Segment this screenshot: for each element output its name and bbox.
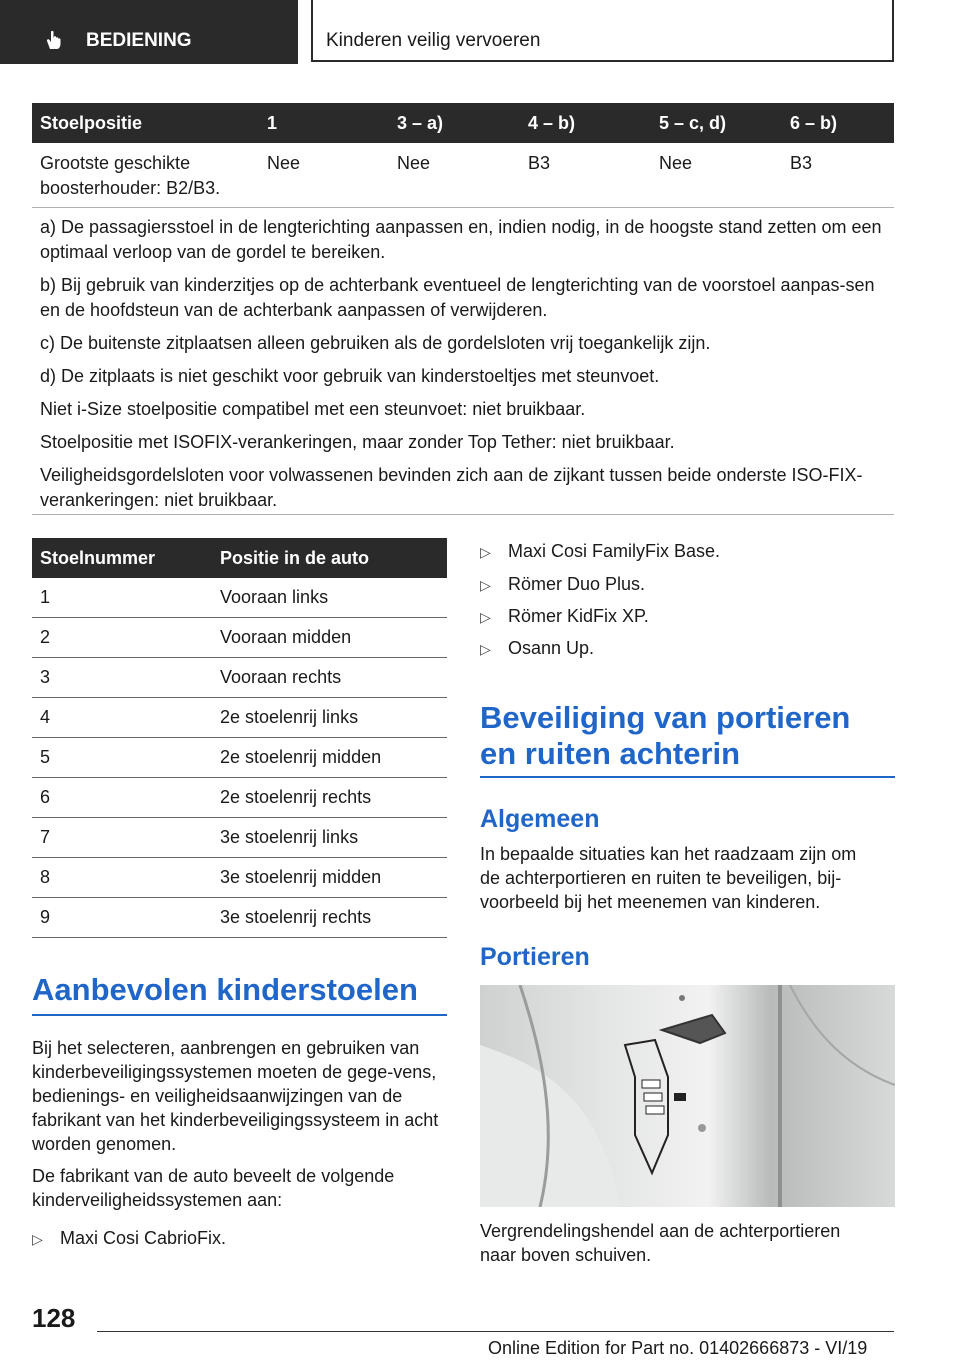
table-notes <box>40 215 892 521</box>
table-header-row <box>32 538 447 578</box>
column-header: Positie in de auto <box>212 538 447 578</box>
table-row <box>32 818 447 858</box>
divider <box>32 514 894 515</box>
column-header: Stoelpositie <box>32 103 259 143</box>
list-item-text: Maxi Cosi FamilyFix Base. <box>508 541 721 561</box>
table-cell: Vooraan links <box>212 578 447 618</box>
list-item-text: Römer KidFix XP. <box>508 606 649 626</box>
table-header-row <box>32 103 894 143</box>
table-cell: Nee <box>659 153 693 173</box>
subheading: Algemeen <box>480 805 600 833</box>
table-row <box>32 778 447 818</box>
table-cell: 3e stoelenrij rechts <box>212 898 447 938</box>
table-row <box>32 143 894 201</box>
triangle-bullet-icon: ▷ <box>480 577 491 593</box>
table-cell: 2e stoelenrij midden <box>212 738 447 778</box>
seat-number-table <box>32 538 447 938</box>
triangle-bullet-icon: ▷ <box>32 1231 43 1247</box>
list-item-text: Römer Duo Plus. <box>508 574 646 594</box>
list-item <box>32 1228 226 1249</box>
table-cell: 7 <box>32 818 212 858</box>
table-cell: 8 <box>32 858 212 898</box>
heading-underline <box>480 776 895 778</box>
hand-pointer-icon <box>44 29 66 51</box>
seat-position-table <box>32 103 894 201</box>
section-heading <box>480 700 850 772</box>
table-cell: Vooraan midden <box>212 618 447 658</box>
section-heading: Aanbevolen kinderstoelen <box>32 972 418 1007</box>
list-item <box>480 541 720 562</box>
section-label: BEDIENING <box>86 30 192 51</box>
table-cell: 3 <box>32 658 212 698</box>
table-cell: 1 <box>32 578 212 618</box>
footer-edition: Online Edition for Part no. 01402666873 - VI/19 <box>488 1338 868 1358</box>
column-header: 6 – b) <box>782 103 894 143</box>
column-header: 3 – a) <box>389 103 520 143</box>
table-row <box>32 898 447 938</box>
table-cell: 9 <box>32 898 212 938</box>
table-cell: 5 <box>32 738 212 778</box>
column-header: Stoelnummer <box>32 538 212 578</box>
table-cell: 6 <box>32 778 212 818</box>
table-cell: Vooraan rechts <box>212 658 447 698</box>
table-cell: Grootste geschikte boosterhouder: B2/B3. <box>40 153 221 198</box>
column-header: 1 <box>259 103 389 143</box>
triangle-bullet-icon: ▷ <box>480 609 491 625</box>
table-row <box>32 658 447 698</box>
page-title: Kinderen veilig vervoeren <box>326 30 541 51</box>
door-lever-drawing <box>480 985 895 1207</box>
page-number: 128 <box>32 1303 76 1333</box>
table-cell: 2 <box>32 618 212 658</box>
list-item-text: Maxi Cosi CabrioFix. <box>60 1228 227 1248</box>
table-cell: 3e stoelenrij links <box>212 818 447 858</box>
table-cell: B3 <box>790 153 813 173</box>
table-cell: 4 <box>32 698 212 738</box>
heading-line: en ruiten achterin <box>480 736 741 771</box>
table-row <box>32 738 447 778</box>
note: c) De buitenste zitplaatsen alleen gebruiken als de gordelsloten vrij toegankelijk zijn. <box>40 333 711 353</box>
note: Veiligheidsgordelsloten voor volwassenen bevinden zich aan de zijkant tussen beide onderste ISO-FIX-verankeringen: niet bruikbaar. <box>40 465 863 510</box>
paragraph: Bij het selecteren, aanbrengen en gebruiken van kinderbeveiligingssystemen moeten de gege-vens, bedienings- en veiligheidsaanwijzingen van de fabrikant van het kinderbeveiligingssysteem in acht worden genomen. <box>32 1038 439 1154</box>
table-cell: 2e stoelenrij rechts <box>212 778 447 818</box>
list-item <box>480 574 645 595</box>
paragraph: In bepaalde situaties kan het raadzaam zijn om de achterportieren en ruiten te beveiligen, bij-voorbeeld bij het meenemen van kinderen. <box>480 844 857 912</box>
table-row <box>32 578 447 618</box>
table-cell: Nee <box>267 153 301 173</box>
list-item-text: Osann Up. <box>508 638 595 658</box>
triangle-bullet-icon: ▷ <box>480 641 491 657</box>
table-row <box>32 618 447 658</box>
subheading: Portieren <box>480 943 590 971</box>
note: a) De passagiersstoel in de lengterichting aanpassen en, indien nodig, in de hoogste stand zetten om een optimaal verloop van de gordel te bereiken. <box>40 217 882 262</box>
list-item <box>480 638 594 659</box>
heading-line: Beveiliging van portieren <box>480 700 851 735</box>
header-section-tab <box>0 0 298 64</box>
footer-divider <box>97 1331 894 1332</box>
heading-underline <box>32 1014 447 1016</box>
note: b) Bij gebruik van kinderzitjes op de achterbank eventueel de lengterichting van de voorstoel aanpas-sen en de hoofdsteun van de achterbank aanpassen of verwijderen. <box>40 275 875 320</box>
figure-caption: Vergrendelingshendel aan de achterportieren naar boven schuiven. <box>480 1221 841 1265</box>
column-header: 4 – b) <box>520 103 651 143</box>
column-header: 5 – c, d) <box>651 103 782 143</box>
list-item <box>480 606 649 627</box>
table-row <box>32 698 447 738</box>
door-lock-illustration <box>480 985 895 1207</box>
table-cell: 2e stoelenrij links <box>212 698 447 738</box>
body-text <box>32 1036 450 1220</box>
body-text <box>480 842 880 922</box>
paragraph: De fabrikant van de auto beveelt de volgende kinderveiligheidssystemen aan: <box>32 1166 395 1210</box>
divider <box>32 207 894 208</box>
note: Stoelpositie met ISOFIX-verankeringen, maar zonder Top Tether: niet bruikbaar. <box>40 432 675 452</box>
table-row <box>32 858 447 898</box>
table-cell: Nee <box>397 153 431 173</box>
table-cell: 3e stoelenrij midden <box>212 858 447 898</box>
note: d) De zitplaats is niet geschikt voor gebruik van kinderstoeltjes met steunvoet. <box>40 366 660 386</box>
note: Niet i-Size stoelpositie compatibel met een steunvoet: niet bruikbaar. <box>40 399 586 419</box>
triangle-bullet-icon: ▷ <box>480 544 491 560</box>
table-cell: B3 <box>528 153 551 173</box>
